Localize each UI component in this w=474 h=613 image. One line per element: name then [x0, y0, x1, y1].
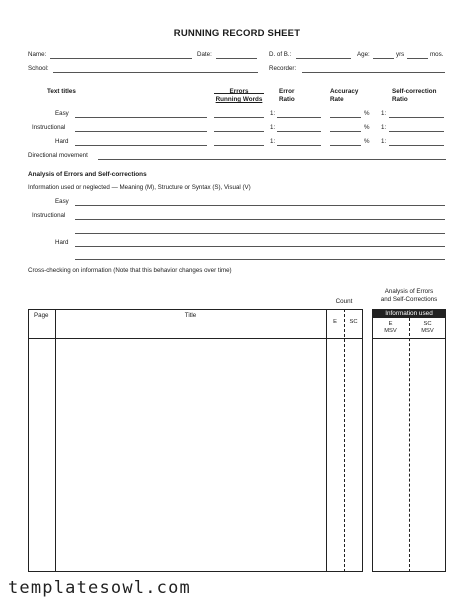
record-table: [28, 309, 363, 572]
analysis-info-line: Information used or neglected — Meaning (M), Structure or Syntax (S), Visual (V): [28, 184, 251, 191]
easy-error-ratio-field[interactable]: [277, 117, 321, 118]
analysis-label-instructional: Instructional: [32, 212, 66, 219]
information-used-header: Information used: [372, 310, 446, 318]
page-column-divider: [55, 309, 56, 572]
instructional-percent: %: [364, 124, 370, 131]
sc-ratio-header-2: Ratio: [392, 96, 408, 103]
analysis-instructional-field[interactable]: [75, 219, 445, 220]
count-sc-header: SC: [349, 319, 358, 325]
school-label: School:: [28, 65, 49, 72]
e-msv-header-1: E: [388, 321, 393, 327]
easy-errors-field[interactable]: [214, 117, 264, 118]
row-label-easy: Easy: [55, 110, 69, 117]
sc-msv-header-2: MSV: [421, 328, 434, 334]
date-field[interactable]: [216, 58, 257, 59]
errors-header: Errors: [229, 88, 249, 95]
row-label-instructional: Instructional: [32, 124, 66, 131]
instructional-error-ratio-field[interactable]: [277, 131, 321, 132]
page-column-header: Page: [34, 312, 49, 319]
instructional-sc-ratio-prefix: 1:: [381, 124, 387, 131]
hard-sc-ratio-field[interactable]: [389, 145, 444, 146]
yrs-label: yrs: [396, 51, 405, 58]
analysis-heading: Analysis of Errors and Self-corrections: [28, 171, 147, 178]
name-label: Name:: [28, 51, 47, 58]
accuracy-header-1: Accuracy: [330, 88, 359, 95]
instructional-title-field[interactable]: [75, 131, 207, 132]
instructional-sc-ratio-field[interactable]: [389, 131, 444, 132]
title-column-header: Title: [184, 312, 197, 319]
directional-movement-label: Directional movement: [28, 152, 88, 159]
hard-errors-field[interactable]: [214, 145, 264, 146]
hard-sc-ratio-prefix: 1:: [381, 138, 387, 145]
age-years-field[interactable]: [373, 58, 394, 59]
analysis-label-hard: Hard: [55, 239, 69, 246]
date-label: Date:: [197, 51, 212, 58]
error-ratio-header-1: Error: [279, 88, 295, 95]
instructional-error-ratio-prefix: 1:: [270, 124, 276, 131]
easy-title-field[interactable]: [75, 117, 207, 118]
accuracy-header-2: Rate: [330, 96, 344, 103]
analysis-heading-1: Analysis of Errors: [384, 288, 434, 295]
hard-accuracy-field[interactable]: [330, 145, 361, 146]
analysis-e-sc-divider: [409, 318, 410, 572]
easy-percent: %: [364, 110, 370, 117]
dob-label: D. of B.:: [269, 51, 292, 58]
easy-sc-ratio-field[interactable]: [389, 117, 444, 118]
sc-msv-header-1: SC: [423, 321, 432, 327]
analysis-heading-2: and Self-Corrections: [380, 296, 438, 303]
record-table-header-divider: [28, 338, 363, 339]
instructional-accuracy-field[interactable]: [330, 131, 361, 132]
recorder-field[interactable]: [302, 72, 445, 73]
instructional-errors-field[interactable]: [214, 131, 264, 132]
e-msv-header-2: MSV: [384, 328, 397, 334]
error-ratio-header-2: Ratio: [279, 96, 295, 103]
row-label-hard: Hard: [55, 138, 69, 145]
fraction-bar: [214, 93, 264, 94]
directional-movement-field[interactable]: [98, 159, 446, 160]
analysis-easy-field[interactable]: [75, 205, 445, 206]
easy-error-ratio-prefix: 1:: [270, 110, 276, 117]
analysis-label-easy: Easy: [55, 198, 69, 205]
sc-ratio-header-1: Self-correction: [392, 88, 437, 95]
school-field[interactable]: [53, 72, 258, 73]
cross-checking-label: Cross-checking on information (Note that this behavior changes over time): [28, 267, 232, 274]
mos-label: mos.: [430, 51, 444, 58]
analysis-instructional-field-2[interactable]: [75, 233, 445, 234]
analysis-hard-field[interactable]: [75, 246, 445, 247]
hard-error-ratio-field[interactable]: [277, 145, 321, 146]
watermark: templatesowl.com: [8, 578, 191, 598]
page-title: RUNNING RECORD SHEET: [173, 28, 301, 39]
hard-title-field[interactable]: [75, 145, 207, 146]
age-label: Age:: [357, 51, 370, 58]
text-titles-header: Text titles: [47, 88, 76, 95]
age-months-field[interactable]: [407, 58, 428, 59]
name-field[interactable]: [50, 58, 192, 59]
count-heading: Count: [335, 298, 353, 305]
count-column-divider: [326, 309, 327, 572]
easy-accuracy-field[interactable]: [330, 117, 361, 118]
count-e-sc-divider: [344, 309, 345, 572]
running-words-header: Running Words: [215, 96, 263, 103]
recorder-label: Recorder:: [269, 65, 297, 72]
easy-sc-ratio-prefix: 1:: [381, 110, 387, 117]
hard-percent: %: [364, 138, 370, 145]
analysis-hard-field-2[interactable]: [75, 259, 445, 260]
count-e-header: E: [333, 319, 337, 325]
dob-field[interactable]: [296, 58, 351, 59]
hard-error-ratio-prefix: 1:: [270, 138, 276, 145]
